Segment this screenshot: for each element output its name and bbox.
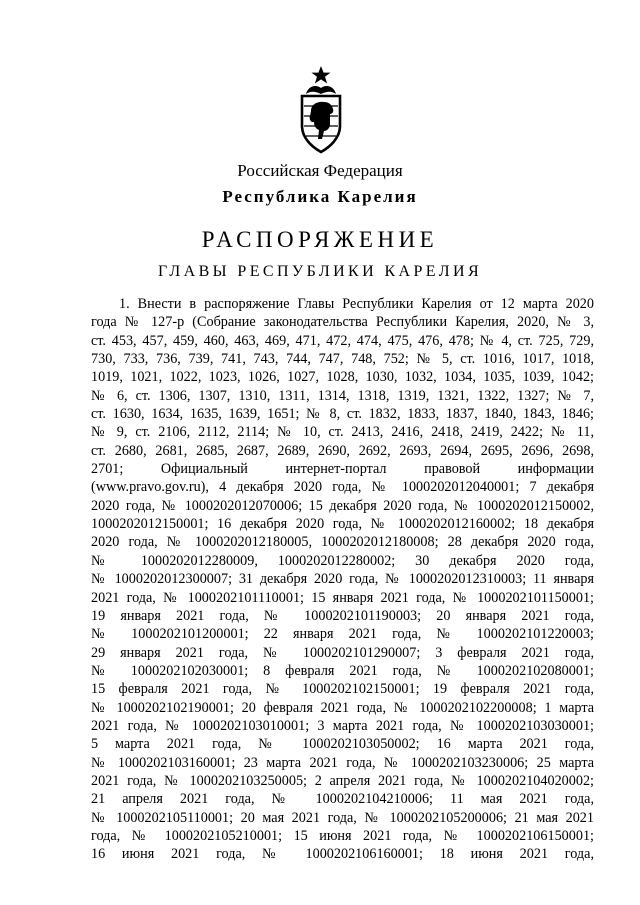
body-line: 2021 года, № 1000202103010001; 3 марта 2021 года, № 1000202103030001; — [91, 717, 594, 734]
body-line: 16 июня 2021 года, № 1000202106160001; 18 июня 2021 года, — [91, 846, 594, 863]
body-line: ст. 453, 457, 459, 460, 463, 469, 471, 472, 474, 475, 476, 478; № 4, ст. 725, 729, — [91, 332, 594, 349]
body-line: ст. 2680, 2681, 2685, 2687, 2689, 2690, 2692, 2693, 2694, 2695, 2696, 2698, — [91, 442, 594, 459]
body-line: 2021 года, № 1000202101110001; 15 января 2021 года, № 1000202101150001; — [91, 589, 594, 606]
body-line: № 1000202101200001; 22 января 2021 года, № 1000202101220003; — [91, 626, 594, 643]
document-type-heading: РАСПОРЯЖЕНИЕ — [201, 227, 439, 252]
body-line: 21 апреля 2021 года, № 1000202104210006; 11 мая 2021 года, — [91, 791, 594, 808]
emblem-bear — [310, 102, 334, 139]
body-line: № 1000202103160001; 23 марта 2021 года, № 1000202103230006; 25 марта — [91, 754, 594, 771]
body-line: 19 января 2021 года, № 1000202101190003; 20 января 2021 года, — [91, 607, 594, 624]
republic-name: Республика Карелия — [222, 187, 418, 206]
body-line: № 9, ст. 2106, 2112, 2114; № 10, ст. 2413, 2416, 2418, 2419, 2422; № 11, — [91, 424, 594, 441]
body-line: 15 февраля 2021 года, № 1000202102150001; 19 февраля 2021 года, — [91, 681, 594, 698]
body-line: 730, 733, 736, 739, 741, 743, 744, 747, 748, 752; № 5, ст. 1016, 1017, 1018, — [91, 351, 594, 368]
issuing-authority: ГЛАВЫ РЕСПУБЛИКИ КАРЕЛИЯ — [157, 263, 483, 280]
emblem-crest — [306, 86, 336, 94]
body-line: № 1000202102030001; 8 февраля 2021 года, № 1000202102080001; — [91, 662, 594, 679]
body-line: № 1000202105110001; 20 мая 2021 года, № 1000202105200006; 21 мая 2021 — [91, 809, 594, 826]
body-line: 1. Внести в распоряжение Главы Республики Карелия от 12 марта 2020 — [119, 296, 594, 312]
body-line: 5 марта 2021 года, № 1000202103050002; 16 марта 2021 года, — [91, 736, 594, 753]
body-line: 1000202012150001; 16 декабря 2020 года, № 1000202012160002; 18 декабря — [91, 516, 594, 533]
body-line: года № 127-р (Собрание законодательства Республики Карелия, 2020, № 3, — [91, 314, 594, 331]
body-line: № 1000202012300007; 31 декабря 2020 года, № 1000202012310003; 11 января — [91, 571, 594, 588]
body-line: 29 января 2021 года, № 1000202101290007; 3 февраля 2021 года, — [91, 644, 594, 661]
body-line: 2021 года, № 1000202103250005; 2 апреля 2021 года, № 1000202104020002; — [91, 772, 594, 789]
body-line: (www.pravo.gov.ru), 4 декабря 2020 года, № 1000202012040001; 7 декабря — [91, 479, 594, 496]
body-line: 2701; Официальный интернет-портал правовой информации — [91, 461, 594, 478]
body-line: № 1000202012280009, 1000202012280002; 30 декабря 2020 года, — [91, 552, 594, 569]
emblem-star — [312, 66, 331, 84]
body-line: 2020 года, № 1000202012180005, 1000202012180008; 28 декабря 2020 года, — [91, 534, 594, 551]
document-body — [91, 295, 594, 864]
country-name: Российская Федерация — [237, 161, 403, 180]
body-line: № 6, ст. 1306, 1307, 1310, 1311, 1314, 1318, 1319, 1321, 1322, 1327; № 7, — [91, 387, 594, 404]
body-line: 1019, 1021, 1022, 1023, 1026, 1027, 1028, 1030, 1032, 1034, 1035, 1039, 1042; — [91, 369, 594, 386]
body-line: 2020 года, № 1000202012070006; 15 декабря 2020 года, № 1000202012150002, — [91, 497, 594, 514]
body-line: ст. 1630, 1634, 1635, 1639, 1651; № 8, ст. 1832, 1833, 1837, 1840, 1843, 1846; — [91, 406, 594, 423]
body-line: года, № 1000202105210001; 15 июня 2021 года, № 1000202106150001; — [91, 827, 594, 844]
body-line: № 1000202102190001; 20 февраля 2021 года, № 1000202102200008; 1 марта — [91, 699, 594, 716]
karelia-coat-of-arms-icon — [296, 64, 346, 154]
